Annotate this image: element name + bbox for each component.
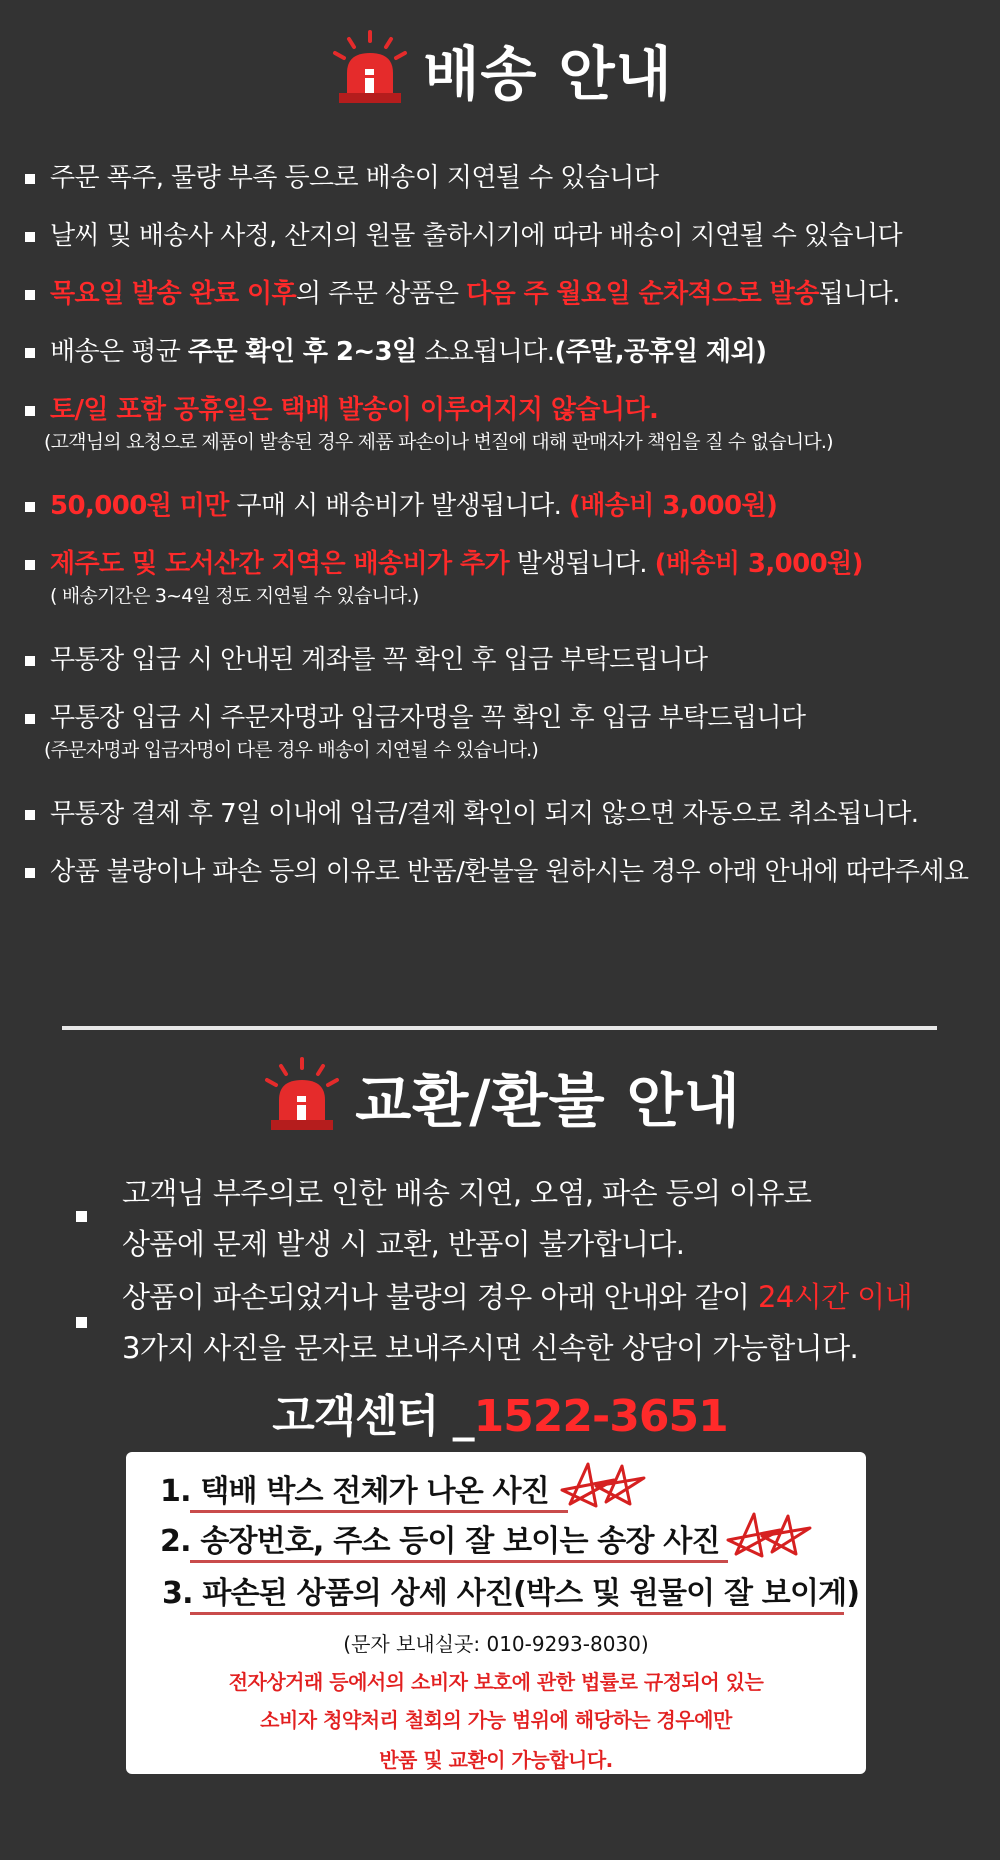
siren-icon xyxy=(327,29,413,109)
shipping-notice-line xyxy=(22,796,992,832)
bullet xyxy=(25,232,35,242)
shipping-notice-line xyxy=(22,276,992,312)
shipping-notice-text xyxy=(22,546,992,582)
exchange-para-1 xyxy=(122,1168,811,1270)
notice-segment: 무통장 결제 후 7일 이내에 입금/결제 확인이 되지 않으면 자동으로 취소됩니다. xyxy=(50,799,919,829)
shipping-notice-item xyxy=(22,334,992,370)
photo-requirements-card xyxy=(126,1452,866,1774)
notice-segment: 주문 확인 후 2~3일 xyxy=(187,337,417,367)
star-doodle-icon xyxy=(722,1510,812,1560)
photo-item-3: 3. 파손된 상품의 상세 사진(박스 및 원물이 잘 보이게) xyxy=(162,1576,860,1611)
shipping-notice-line xyxy=(22,642,992,678)
bullet xyxy=(76,1211,87,1222)
shipping-notice-item xyxy=(22,700,992,764)
bullet xyxy=(76,1317,87,1328)
shipping-notice-text xyxy=(22,334,992,370)
shipping-notice-line xyxy=(22,546,992,582)
underline xyxy=(190,1510,568,1513)
notice-segment: 구매 시 배송비가 발생됩니다. xyxy=(228,491,569,521)
shipping-notice-subnote: (주문자명과 입금자명이 다른 경우 배송이 지연될 수 있습니다.) xyxy=(44,739,538,761)
exchange-para-2-line-1: 상품이 파손되었거나 불량의 경우 아래 안내와 같이 xyxy=(122,1280,759,1314)
bullet xyxy=(25,810,35,820)
exchange-para-1-line-1: 고객님 부주의로 인한 배송 지연, 오염, 파손 등의 이유로 xyxy=(122,1176,812,1210)
bullet xyxy=(25,174,35,184)
sms-contact-note: (문자 보내실곳: 010-9293-8030) xyxy=(343,1632,649,1656)
notice-segment: 50,000원 미만 xyxy=(50,491,229,521)
notice-segment: 목요일 발송 완료 이후 xyxy=(50,279,296,309)
shipping-notice-item xyxy=(22,276,992,312)
shipping-notice-item xyxy=(22,488,992,524)
shipping-notice-subnote: (고객님의 요청으로 제품이 발송된 경우 제품 파손이나 변질에 대해 판매자가 책임을 질 수 없습니다.) xyxy=(44,431,833,453)
notice-segment: 무통장 입금 시 주문자명과 입금자명을 꼭 확인 후 입금 부탁드립니다 xyxy=(50,703,806,733)
bullet xyxy=(25,560,35,570)
shipping-notice-text xyxy=(22,854,992,890)
exchange-title xyxy=(0,1054,1000,1138)
shipping-notice-text xyxy=(22,700,992,736)
siren-icon xyxy=(259,1056,345,1136)
shipping-notice-text xyxy=(22,796,992,832)
legal-line-1: 전자상거래 등에서의 소비자 보호에 관한 법률로 규정되어 있는 xyxy=(228,1670,764,1694)
notice-segment: 배송은 평균 xyxy=(50,337,188,367)
underline xyxy=(190,1612,844,1615)
photo-item-1: 1. 택배 박스 전체가 나온 사진 xyxy=(160,1474,549,1509)
notice-segment: (배송비 3,000원) xyxy=(568,491,778,521)
customer-center-number[interactable]: 1522-3651 xyxy=(473,1391,728,1442)
shipping-notice-subnote: ( 배송기간은 3~4일 정도 지연될 수 있습니다.) xyxy=(50,585,419,607)
bullet xyxy=(25,502,35,512)
notice-segment: 상품 불량이나 파손 등의 이유로 반품/환불을 원하시는 경우 아래 안내에 따라주세요 xyxy=(50,857,969,887)
exchange-para-2-line-2: 3가지 사진을 문자로 보내주시면 신속한 상담이 가능합니다. xyxy=(122,1331,859,1365)
shipping-notice-line xyxy=(22,160,992,196)
notice-segment: 발생됩니다. xyxy=(509,549,655,579)
shipping-notice-item xyxy=(22,392,992,456)
shipping-notice-item xyxy=(22,854,992,890)
photo-item-2: 2. 송장번호, 주소 등이 잘 보이는 송장 사진 xyxy=(160,1524,720,1559)
customer-center xyxy=(0,1380,1000,1444)
notice-segment: 날씨 및 배송사 사정, 산지의 원물 출하시기에 따라 배송이 지연될 수 있습니다 xyxy=(50,221,902,251)
notice-segment: 의 주문 상품은 xyxy=(296,279,467,309)
bullet xyxy=(25,290,35,300)
shipping-notice-text xyxy=(22,392,992,428)
shipping-notice-line xyxy=(22,334,992,370)
shipping-notice-text xyxy=(22,488,992,524)
shipping-notice-line xyxy=(22,854,992,890)
shipping-notice-text xyxy=(22,642,992,678)
notice-segment: (배송비 3,000원) xyxy=(654,549,863,579)
shipping-notice-line xyxy=(22,392,992,428)
shipping-notice-line xyxy=(22,488,992,524)
shipping-notice-text xyxy=(22,276,992,312)
legal-line-3: 반품 및 교환이 가능합니다. xyxy=(379,1748,613,1772)
notice-segment: 토/일 포함 공휴일은 택배 발송이 이루어지지 않습니다. xyxy=(50,395,659,425)
shipping-notice-item xyxy=(22,546,992,610)
shipping-notice-line xyxy=(22,700,992,736)
shipping-notice-line xyxy=(22,218,992,254)
shipping-notice-item xyxy=(22,642,992,678)
bullet xyxy=(25,868,35,878)
notice-segment: 소요됩니다. xyxy=(416,337,555,367)
shipping-notice-text xyxy=(22,160,992,196)
exchange-para-2 xyxy=(122,1272,912,1374)
customer-center-label: 고객센터 _ xyxy=(272,1391,474,1442)
shipping-notice-item xyxy=(22,796,992,832)
exchange-para-1-line-2: 상품에 문제 발생 시 교환, 반품이 불가합니다. xyxy=(122,1227,685,1261)
legal-line-2: 소비자 청약처리 철회의 가능 범위에 해당하는 경우에만 xyxy=(260,1708,732,1732)
bullet xyxy=(25,656,35,666)
notice-segment: 무통장 입금 시 안내된 계좌를 꼭 확인 후 입금 부탁드립니다 xyxy=(50,645,708,675)
bullet xyxy=(25,406,35,416)
exchange-notices xyxy=(70,1168,970,1368)
shipping-notice-text xyxy=(22,218,992,254)
notice-segment: (주말,공휴일 제외) xyxy=(554,337,767,367)
notice-segment: 제주도 및 도서산간 지역은 배송비가 추가 xyxy=(50,549,510,579)
notice-segment: 다음 주 월요일 순차적으로 발송 xyxy=(466,279,819,309)
shipping-title-text: 배송 안내 xyxy=(423,40,673,108)
star-doodle-icon xyxy=(556,1460,646,1510)
shipping-notice-item xyxy=(22,218,992,254)
bullet xyxy=(25,348,35,358)
exchange-title-text: 교환/환불 안내 xyxy=(355,1067,741,1135)
shipping-notice-item xyxy=(22,160,992,196)
underline xyxy=(190,1560,728,1563)
exchange-para-2-highlight: 24시간 이내 xyxy=(758,1280,913,1314)
shipping-title xyxy=(0,26,1000,112)
notice-segment: 주문 폭주, 물량 부족 등으로 배송이 지연될 수 있습니다 xyxy=(50,163,659,193)
bullet xyxy=(25,714,35,724)
notice-segment: 됩니다. xyxy=(818,279,900,309)
section-divider xyxy=(62,1026,937,1030)
